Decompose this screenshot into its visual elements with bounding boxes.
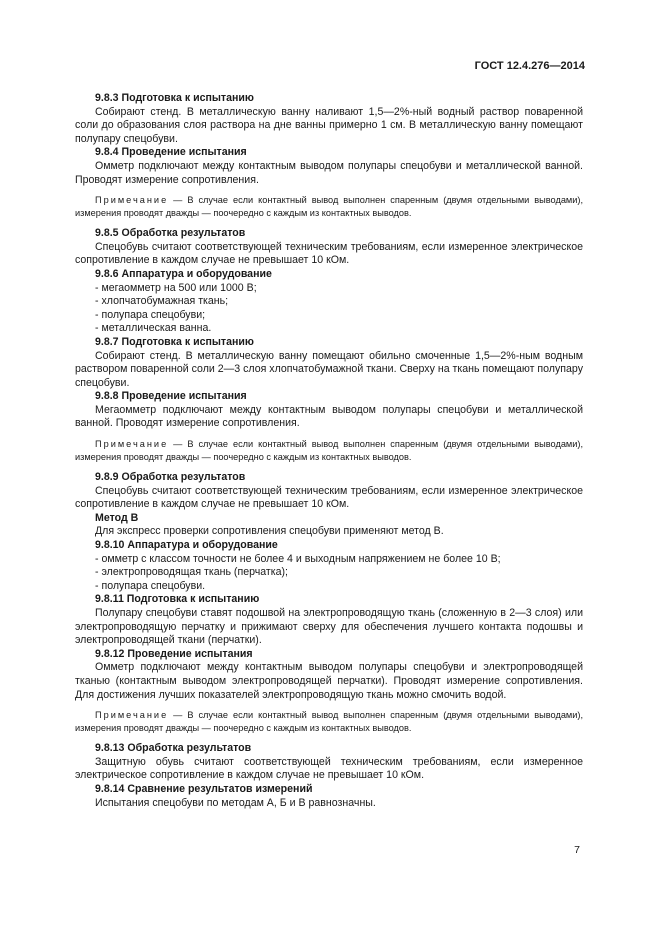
paragraph: Омметр подключают между контактным выводом полупары спецобуви и электропроводящей тканью (контактным выводом электропроводящей перчатки). Проводят измерение сопротивления. Для достижения лучших показателей электропроводящую ткань можно смочить водой.: [75, 661, 583, 701]
note: [75, 709, 583, 734]
section-heading: Метод В: [95, 511, 139, 524]
section-heading: 9.8.4 Проведение испытания: [95, 146, 247, 159]
note-text: — В случае если контактный вывод выполнен спаренным (двумя отдельными выводами), измерения проводят дважды — поочередно с каждым из контактных выводов.: [75, 710, 583, 733]
list-item: - полупара спецобуви;: [95, 308, 206, 321]
note: [75, 438, 583, 463]
list-item: - хлопчатобумажная ткань;: [95, 295, 229, 308]
list-item: - металлическая ванна.: [95, 322, 212, 335]
section-heading: 9.8.6 Аппаратура и оборудование: [95, 267, 272, 280]
page-number: 7: [574, 844, 580, 856]
section-heading: 9.8.7 Подготовка к испытанию: [95, 335, 254, 348]
document-header: ГОСТ 12.4.276—2014: [474, 60, 585, 72]
section-heading: 9.8.5 Обработка результатов: [95, 227, 246, 240]
paragraph: Омметр подключают между контактным выводом полупары спецобуви и металлической ванной. Проводят измерение сопротивления.: [75, 159, 583, 186]
section-heading: 9.8.8 Проведение испытания: [95, 390, 247, 403]
document-body: [75, 92, 583, 810]
paragraph: Собирают стенд. В металлическую ванну помещают обильно смоченные 1,5—2%-ным водным раствором поваренной соли 2—3 слоя хлопчатобумажной ткани. Сверху на ткань помещают полупару спецобуви.: [75, 349, 583, 389]
section-heading: 9.8.12 Проведение испытания: [95, 647, 253, 660]
list-item: - полупара спецобуви.: [95, 579, 206, 592]
section-heading: 9.8.3 Подготовка к испытанию: [95, 92, 254, 104]
list-item: - мегаомметр на 500 или 1000 В;: [95, 281, 257, 294]
paragraph: Полупару спецобуви ставят подошвой на электропроводящую ткань (сложенную в 2—3 слоя) или электропроводящую перчатку и прижимают сверху для обеспечения лучшего контакта подошвы и электропроводящей ткани (перчатки).: [75, 607, 583, 647]
note: [75, 194, 583, 219]
paragraph: Защитную обувь считают соответствующей техническим требованиям, если измеренное электрическое сопротивление в каждом случае не превышает 10 кОм.: [75, 755, 583, 782]
note-label: Примечание: [95, 710, 169, 721]
section-heading: 9.8.11 Подготовка к испытанию: [95, 593, 260, 606]
note-label: Примечание: [95, 195, 169, 206]
paragraph: Мегаомметр подключают между контактным выводом полупары спецобуви и металлической ванной. Проводят измерение сопротивления.: [75, 403, 583, 430]
paragraph: Спецобувь считают соответствующей техническим требованиям, если измеренное электрическое сопротивление в каждом случае не превышает 10 кОм.: [75, 484, 583, 511]
list-item: - электропроводящая ткань (перчатка);: [95, 566, 288, 579]
note-label: Примечание: [95, 439, 169, 450]
list-item: - омметр с классом точности не более 4 и выходным напряжением не более 10 В;: [95, 552, 501, 565]
note-text: — В случае если контактный вывод выполнен спаренным (двумя отдельными выводами), измерения проводят дважды — поочередно с каждым из контактных выводов.: [75, 195, 583, 218]
section-heading: 9.8.10 Аппаратура и оборудование: [95, 539, 278, 552]
paragraph: Собирают стенд. В металлическую ванну наливают 1,5—2%-ный водный раствор поваренной соли до образования слоя раствора на дне ванны примерно 1 см. В металлическую ванну помещают полупару спецобуви.: [75, 105, 583, 145]
section-heading: 9.8.9 Обработка результатов: [95, 471, 246, 484]
paragraph: Испытания спецобуви по методам А, Б и В равнозначны.: [95, 796, 376, 809]
paragraph: Для экспресс проверки сопротивления спецобуви применяют метод В.: [95, 525, 444, 538]
section-heading: 9.8.14 Сравнение результатов измерений: [95, 782, 313, 795]
paragraph: Спецобувь считают соответствующей техническим требованиям, если измеренное электрическое сопротивление в каждом случае не превышает 10 кОм.: [75, 240, 583, 267]
note-text: — В случае если контактный вывод выполнен спаренным (двумя отдельными выводами), измерения проводят дважды — поочередно с каждым из контактных выводов.: [75, 439, 583, 462]
section-heading: 9.8.13 Обработка результатов: [95, 742, 252, 755]
